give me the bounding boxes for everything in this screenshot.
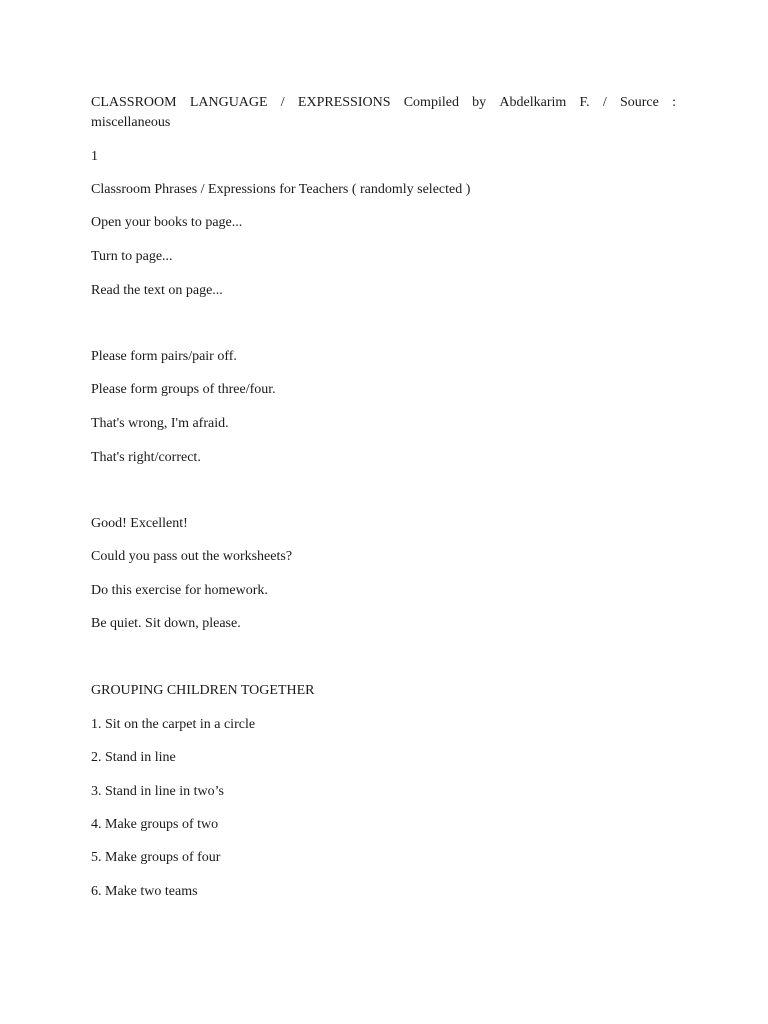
phrase-line: Do this exercise for homework. — [91, 583, 268, 598]
phrase-line: Could you pass out the worksheets? — [91, 549, 293, 564]
title-word: F. — [579, 95, 590, 110]
list-item: 5. Make groups of four — [91, 850, 221, 865]
phrase-line: Please form groups of three/four. — [91, 382, 276, 397]
title-word: / — [602, 95, 607, 110]
document-page — [91, 0, 676, 1024]
phrase-line: Open your books to page... — [91, 215, 243, 230]
title-word: by — [472, 95, 487, 110]
title-line-2: miscellaneous — [91, 115, 171, 130]
list-item: 4. Make groups of two — [91, 817, 219, 832]
phrase-line: That's right/correct. — [91, 450, 201, 465]
title-word: CLASSROOM — [91, 95, 177, 110]
phrase-line: Be quiet. Sit down, please. — [91, 616, 241, 631]
title-word: : — [672, 95, 676, 110]
list-item: 1. Sit on the carpet in a circle — [91, 717, 256, 732]
list-item: 3. Stand in line in two’s — [91, 784, 224, 799]
title-word: / — [280, 95, 285, 110]
title-word: Compiled — [403, 95, 459, 110]
phrase-line: Please form pairs/pair off. — [91, 349, 237, 364]
title-word: Source — [619, 95, 659, 110]
section-heading: GROUPING CHILDREN TOGETHER — [91, 683, 315, 698]
list-item: 2. Stand in line — [91, 750, 176, 765]
phrase-line: That's wrong, I'm afraid. — [91, 416, 229, 431]
title-word: LANGUAGE — [189, 95, 268, 110]
title-word: EXPRESSIONS — [297, 95, 391, 110]
phrase-line: Read the text on page... — [91, 283, 223, 298]
phrase-line: Good! Excellent! — [91, 516, 188, 531]
page-number: 1 — [91, 149, 98, 164]
title-line-1 — [91, 93, 676, 113]
phrase-line: Turn to page... — [91, 249, 173, 264]
list-item: 6. Make two teams — [91, 884, 198, 899]
title-word: Abdelkarim — [499, 95, 567, 110]
subtitle: Classroom Phrases / Expressions for Teachers ( randomly selected ) — [91, 182, 471, 197]
document-title — [91, 93, 676, 133]
